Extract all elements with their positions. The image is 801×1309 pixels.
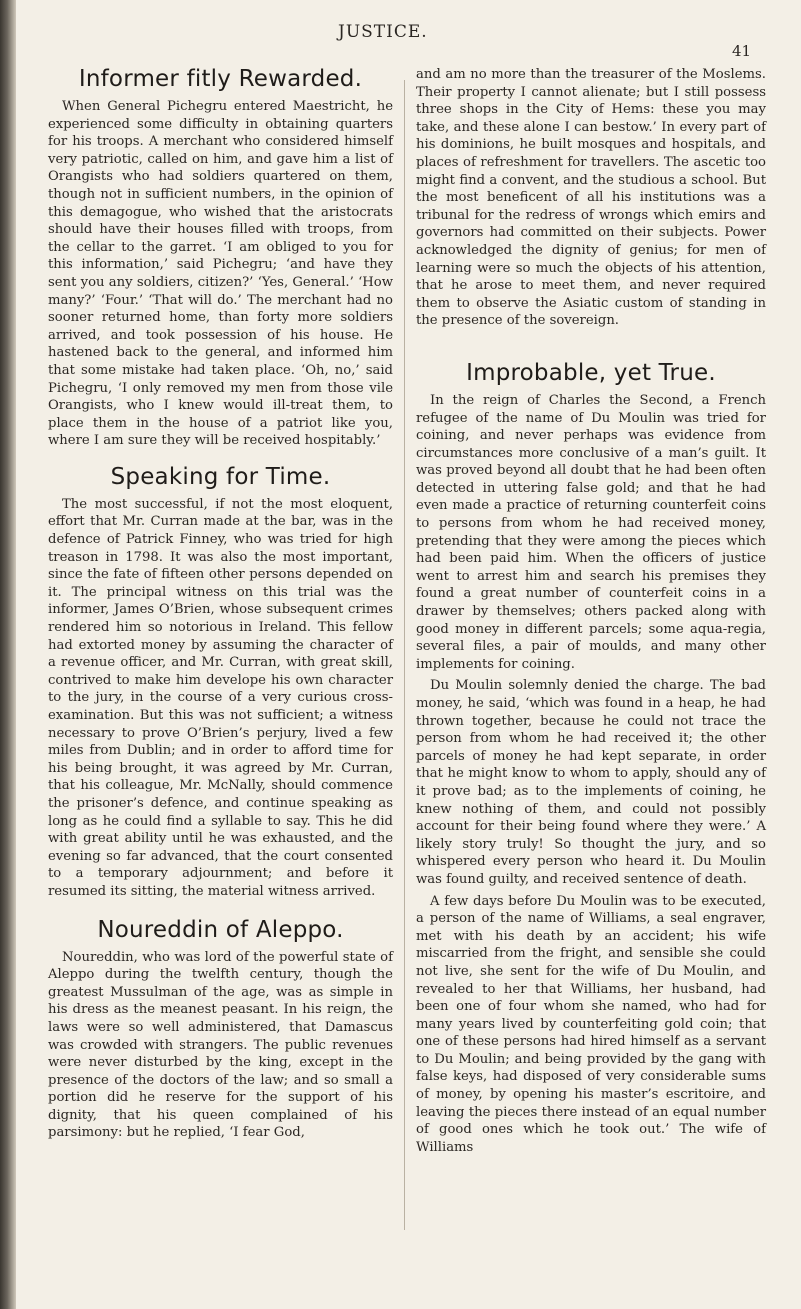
article-paragraph: A few days before Du Moulin was to be executed, a person of the name of Williams, a seal engraver, met with his death by an accident; his wife miscarried from the fright, and sensible she could not live, she sent for the wife of Du Moulin, and revealed to her that Williams, her husband, had been one of four whom she named, who had for many years lived by counterfeiting gold coin; that one of these persons had hired himself as a servant to Du Moulin; and being provided by the gang with false keys, had disposed of very considerable sums of money, by opening his master’s escritoire, and leaving the pieces there instead of an equal number of good ones which he took out.’ The wife of Williams	[416, 893, 766, 1155]
running-head: JUSTICE.	[338, 22, 428, 42]
left-column	[48, 66, 393, 1146]
page-header	[0, 22, 801, 62]
column-divider	[404, 80, 405, 1230]
article-paragraph: In the reign of Charles the Second, a French refugee of the name of Du Moulin was tried for coining, and never perhaps was evidence from circumstances more conclusive of a man’s guilt. It was proved beyond all doubt that he had been often detected in uttering false gold; and that he had even made a practice of returning counterfeit coins to persons from whom he had received money, pretending that they were among the pieces which had been paid him. When the officers of justice went to arrest him and search his premises they found a great number of counterfeit coins in a drawer by themselves; others packed along with good money in different parcels; some aqua-regia, several files, a pair of moulds, and many other implements for coining.	[416, 392, 766, 672]
article-paragraph: The most successful, if not the most eloquent, effort that Mr. Curran made at the bar, was in the defence of Patrick Finney, who was tried for high treason in 1798. It was also the most important, since the fate of fifteen other persons depended on it. The principal witness on this trial was the informer, James O’Brien, whose subsequent crimes rendered him so notorious in Ireland. This fellow had extorted money by assuming the character of a revenue officer, and Mr. Curran, with great skill, contrived to make him develope his own character to the jury, in the course of a very curious cross-examination. But this was not sufficient; a witness necessary to prove O’Brien’s perjury, lived a few miles from Dublin; and in order to afford time for his being brought, it was agreed by Mr. Curran, that his colleague, Mr. McNally, should commence the prisoner’s defence, and continue speaking as long as he could find a syllable to say. This he did with great ability until he was exhausted, and the evening so far advanced, that the court consented to a temporary adjournment; and before it resumed its sitting, the material witness arrived.	[48, 496, 393, 899]
continued-paragraph: and am no more than the treasurer of the Moslems. Their property I cannot alienate; but I still possess three shops in the City of Hems: these you may take, and these alone I can bestow.’ In every part of his dominions, he built mosques and hospitals, and places of refreshment for travellers. The ascetic too might find a convent, and the studious a school. But the most beneficent of all his institutions was a tribunal for the redress of wrongs which emirs and governors had committed on their subjects. Power acknowledged the dignity of genius; for men of learning were so much the objects of his attention, that he arose to meet them, and never required them to observe the Asiatic custom of standing in the presence of the sovereign.	[416, 67, 766, 329]
article-paragraph: Noureddin, who was lord of the powerful state of Aleppo during the twelfth century, though the greatest Mussulman of the age, was as simple in his dress as the meanest peasant. In his reign, the laws were so well administered, that Damascus was crowded with strangers. The public revenues were never disturbed by the king, except in the presence of the doctors of the law; and so small a portion did he reserve for the support of his dignity, that his queen complained of his parsimony: but he replied, ‘I fear God,	[48, 949, 393, 1141]
book-binding-edge	[0, 0, 16, 1309]
article-paragraph: Du Moulin solemnly denied the charge. The bad money, he said, ‘which was found in a heap, he had thrown together, because he could not trace the person from whom he had received it; the other parcels of money he had kept separate, in order that he might know to whom to apply, should any of it prove bad; as to the implements of coining, he knew nothing of them, and could not possibly account for their being found where they were.’ A likely story truly! So thought the jury, and so whispered every person who heard it. Du Moulin was found guilty, and received sentence of death.	[416, 678, 766, 887]
page-number: 41	[732, 42, 752, 60]
article-paragraph: When General Pichegru entered Maestricht, he experienced some difficulty in obtaining quarters for his troops. A merchant who considered himself very patriotic, called on him, and gave him a list of Orangists who had soldiers quartered on them, though not in sufficient numbers, in the opinion of this demagogue, who wished that the aristocrats should have their houses filled with troops, from the cellar to the garret. ‘I am obliged to you for this information,’ said Pichegru; ‘and have they sent you any soldiers, citizen?’ ‘Yes, General.’ ‘How many?’ ‘Four.’ ‘That will do.’ The merchant had no sooner returned home, than forty more soldiers arrived, and took possession of his house. He hastened back to the general, and informed him that some mistake had taken place. ‘Oh, no,’ said Pichegru, ‘I only removed my men from those vile Orangists, who I knew would ill-treat them, to place them in the house of a patriot like you, where I am sure they will be received hospitably.’	[48, 99, 393, 449]
article-title-informer: Informer fitly Rewarded.	[78, 66, 363, 92]
article-title-speaking: Speaking for Time.	[110, 463, 331, 490]
article-title-improbable: Improbable, yet True.	[466, 359, 716, 386]
right-column	[416, 66, 766, 1160]
article-title-noureddin: Noureddin of Aleppo.	[97, 916, 344, 943]
